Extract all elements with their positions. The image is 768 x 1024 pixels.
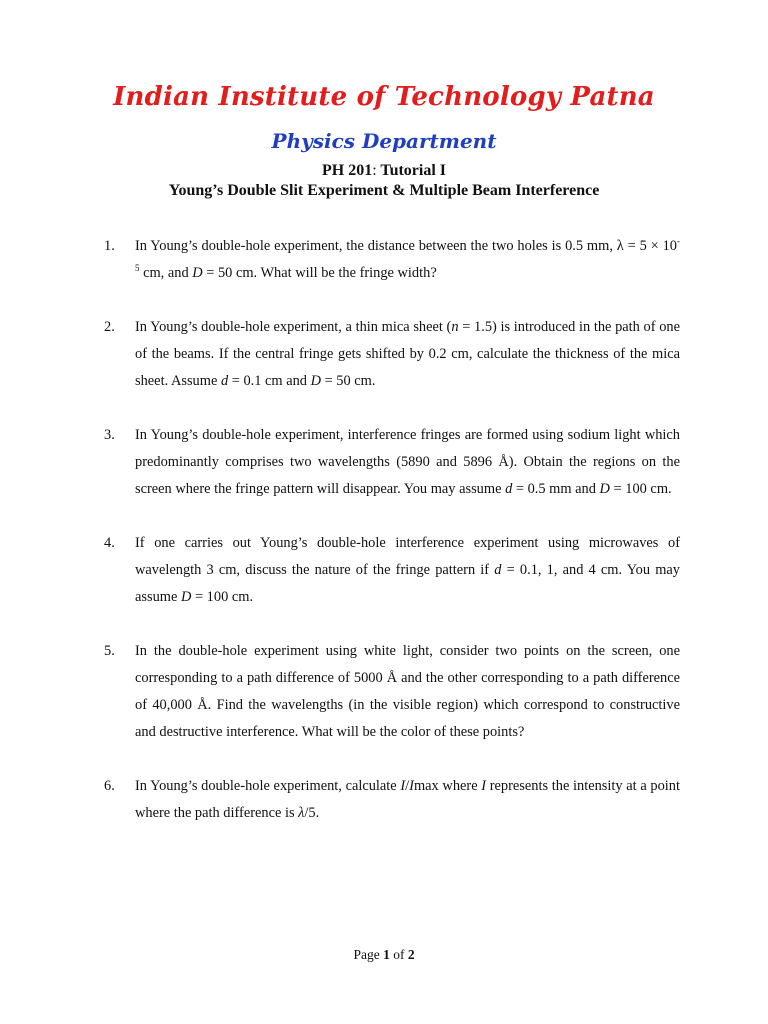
course-line: [0, 162, 768, 180]
text-run: represents the intensity at a point where the path difference is: [135, 778, 680, 821]
text-run: = 1.5) is introduced in the path of one of the beams. If the central fringe gets shifted by 0.2 cm, calculate the thickness of the mica sheet. Assume: [135, 319, 680, 389]
question-number: 5.: [104, 643, 115, 659]
question-number: 3.: [104, 427, 115, 443]
question-number: 6.: [104, 778, 115, 794]
question-text: [135, 638, 680, 746]
tutorial-label: Tutorial I: [380, 162, 447, 179]
text-run: = 100 cm.: [609, 481, 672, 497]
question-number: 4.: [104, 535, 115, 551]
question-item: [104, 638, 680, 746]
question-text: [135, 422, 680, 503]
variable: d: [505, 481, 513, 497]
text-run: In the double-hole experiment using white light, consider two points on the screen, one corresponding to a path difference of 5000 Å and the other corresponding to a path difference of 40,000 Å. Find the wavelengths (in the visible region) which correspond to constructive and destructive interference. What will be the color of these points?: [135, 643, 680, 740]
text-run: cm, and: [139, 265, 193, 281]
question-item: [104, 314, 680, 395]
variable: d: [494, 562, 502, 578]
variable: D: [192, 265, 203, 281]
text-run: = 0.5 mm and: [512, 481, 600, 497]
department-title: Physics Department: [271, 129, 497, 153]
variable: D: [599, 481, 610, 497]
institute-title: Indian Institute of Technology Patna: [113, 82, 655, 112]
of-word: of: [393, 947, 405, 962]
text-run: = 50 cm. What will be the fringe width?: [202, 265, 437, 281]
course-code: PH 201: [321, 162, 373, 179]
text-run: In Young’s double-hole experiment, the distance between the two holes is 0.5 mm, λ = 5 × 10: [135, 238, 677, 254]
variable: I: [409, 778, 414, 794]
text-run: In Young’s double-hole experiment, a thin mica sheet (: [135, 319, 452, 335]
question-item: [104, 773, 680, 827]
variable: d: [220, 373, 229, 389]
text-run: = 0.1 cm and: [228, 373, 311, 389]
text-run: If one carries out Young’s double-hole interference experiment using microwaves of wavelength 3 cm, discuss the nature of the fringe pattern if: [135, 535, 680, 578]
text-run: In Young’s double-hole experiment, interference fringes are formed using sodium light which predominantly comprises two wavelengths (5890 and 5896 Å). Obtain the regions on the screen where the fringe pattern will disappear. You may assume: [135, 427, 680, 497]
variable: I: [400, 778, 406, 794]
text-run: /: [405, 778, 410, 794]
question-list: [104, 233, 680, 854]
text-run: /5.: [304, 805, 320, 821]
question-number: 1.: [104, 238, 115, 254]
question-text: [135, 233, 680, 287]
page-current: 1: [383, 947, 390, 962]
course-separator: :: [372, 162, 377, 179]
variable: I: [481, 778, 487, 794]
question-number: 2.: [104, 319, 115, 335]
question-item: [104, 233, 680, 287]
variable: D: [310, 373, 321, 389]
page-word: Page: [353, 947, 380, 962]
question-text: [135, 773, 680, 827]
text-run: = 100 cm.: [191, 589, 254, 605]
page-total: 2: [407, 947, 415, 962]
tutorial-subtitle: Young’s Double Slit Experiment & Multiple Beam Interference: [168, 182, 600, 199]
variable: λ: [298, 805, 305, 821]
exponent: -5: [135, 236, 680, 274]
variable: n: [451, 319, 459, 335]
variable: D: [180, 589, 192, 605]
question-text: [135, 314, 680, 395]
question-item: [104, 530, 680, 611]
text-run: = 0.1, 1, and 4 cm. You may assume: [135, 562, 680, 605]
text-run: max where: [413, 778, 482, 794]
text-run: = 50 cm.: [321, 373, 376, 389]
question-text: [135, 530, 680, 611]
page-footer: [0, 947, 768, 963]
question-item: [104, 422, 680, 503]
text-run: In Young’s double-hole experiment, calculate: [135, 778, 401, 794]
